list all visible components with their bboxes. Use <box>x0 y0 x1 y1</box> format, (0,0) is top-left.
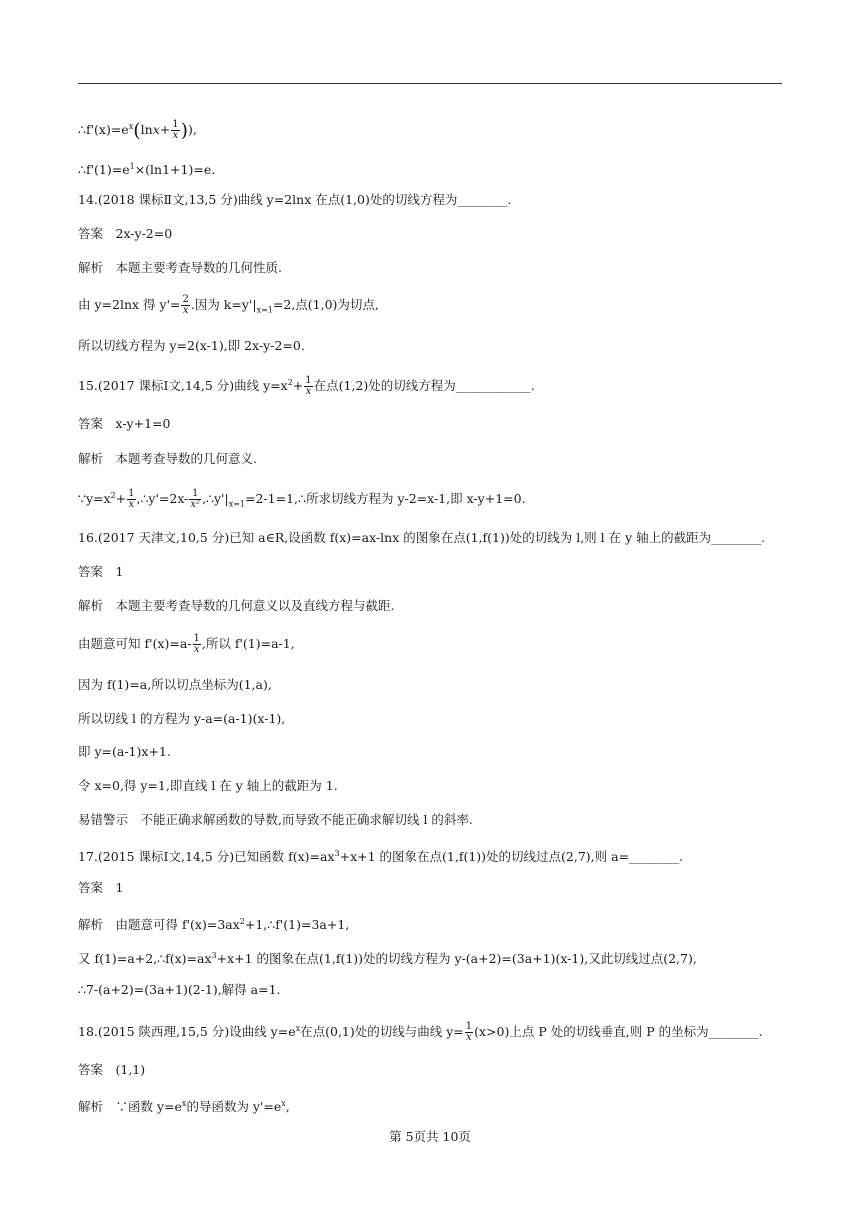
question-16: 16.(2017 天津文,10,5 分)已知 a∈R,设函数 f(x)=ax-lnx 的图象在点(1,f(1))处的切线为 l,则 l 在 y 轴上的截距为________. <box>78 530 766 545</box>
fraction: $\frac{1}{x}$ <box>193 633 200 655</box>
fraction: $\frac{1}{x}$ <box>172 119 179 142</box>
solution-14-line-1: 由 y=2lnx 得 y'= $\frac{2}{x}$ .因为 $k=y'|_{x=1}=2$,点(1,0)为切点, <box>78 294 379 316</box>
question-14: 14.(2018 课标Ⅱ文,13,5 分)曲线 y=2lnx 在点(1,0)处的切线方程为________. <box>78 192 512 207</box>
solution-15: $\because y=x^2+$ $\frac{1}{x}$ ,∴y'=2x- $\frac{1}{\text{x²}}$ $,\therefore y'|_{x=1}=2-1=1,\therefore$所求切线方程为 y-2=x-1,即 x-y+1=0. <box>78 488 526 511</box>
header-rule <box>78 83 782 84</box>
solution-16-line-4: 即 y=(a-1)x+1. <box>78 744 171 759</box>
analysis-15: 解析 本题考查导数的几何意义. <box>78 451 257 466</box>
fraction: $\frac{1}{\text{x²}}$ <box>190 488 201 511</box>
solution-16-line-5: 令 x=0,得 y=1,即直线 l 在 y 轴上的截距为 1. <box>78 778 338 793</box>
solution-16-line-1: 由题意可知 f'(x)=a- $\frac{1}{x}$ ,所以 f'(1)=a-1, <box>78 633 295 655</box>
line-derivative-value: $\therefore f'(1)=e^1\times(\ln 1+1)=e$. <box>78 162 216 178</box>
analysis-16: 解析 本题主要考查导数的几何意义以及直线方程与截距. <box>78 598 395 613</box>
question-17: 17.(2015 课标Ⅰ文,14,5 分)已知函数 $f(x)=ax^3+x+1$ 的图象在点(1,f(1))处的切线过点(2,7),则 a=________. <box>78 849 684 865</box>
question-18: 18.(2015 陕西理,15,5 分)设曲线 $y=e^x$在点(0,1)处的切线与曲线 y= $\frac{1}{x}$ (x>0)上点 P 处的切线垂直,则 P 的坐标为________. <box>78 1021 763 1044</box>
solution-18-line-1: 解析 ∵函数 $y=e^x$的导函数为 $y'=e^x$, <box>78 1099 290 1115</box>
question-15: 15.(2017 课标Ⅰ文,14,5 分)曲线 $y=x^2+$ $\frac{1}{x}$ 在点(1,2)处的切线方程为____________. <box>78 375 535 398</box>
fraction: $\frac{2}{x}$ <box>182 294 189 316</box>
solution-17-line-3: ∴7-(a+2)=(3a+1)(2-1),解得 a=1. <box>78 982 281 997</box>
fraction: $\frac{1}{x}$ <box>128 488 135 511</box>
solution-16-line-2: 因为 f(1)=a,所以切点坐标为(1,a), <box>78 677 272 692</box>
answer-18: 答案 (1,1) <box>78 1062 146 1077</box>
solution-17-line-1: 解析 由题意可得 $f'(x)=3ax^2+1,\therefore f'(1)=3a+1$, <box>78 917 350 933</box>
answer-16: 答案 1 <box>78 564 124 579</box>
answer-17: 答案 1 <box>78 880 124 895</box>
solution-16-line-3: 所以切线 l 的方程为 y-a=(a-1)(x-1), <box>78 711 286 726</box>
line-derivative: $\therefore f'(x)=e^x(\ln x+$ $\frac{1}{x}$ )), <box>78 119 197 142</box>
fraction: $\frac{1}{x}$ <box>305 375 312 398</box>
analysis-14: 解析 本题主要考查导数的几何性质. <box>78 260 282 275</box>
common-mistake-16: 易错警示 不能正确求解函数的导数,而导致不能正确求解切线 l 的斜率. <box>78 812 473 827</box>
solution-14-line-2: 所以切线方程为 y=2(x-1),即 2x-y-2=0. <box>78 338 305 353</box>
answer-14: 答案 2x-y-2=0 <box>78 226 173 241</box>
answer-15: 答案 x-y+1=0 <box>78 416 171 431</box>
fraction: $\frac{1}{x}$ <box>465 1021 473 1044</box>
solution-17-line-2: 又 $f(1)=a+2,\therefore f(x)=ax^3+x+1$ 的图象在点(1,f(1))处的切线方程为 y-(a+2)=(3a+1)(x-1),又此切线过点(2,7), <box>78 951 697 967</box>
page-footer: 第 5页共 10页 <box>389 1129 471 1144</box>
